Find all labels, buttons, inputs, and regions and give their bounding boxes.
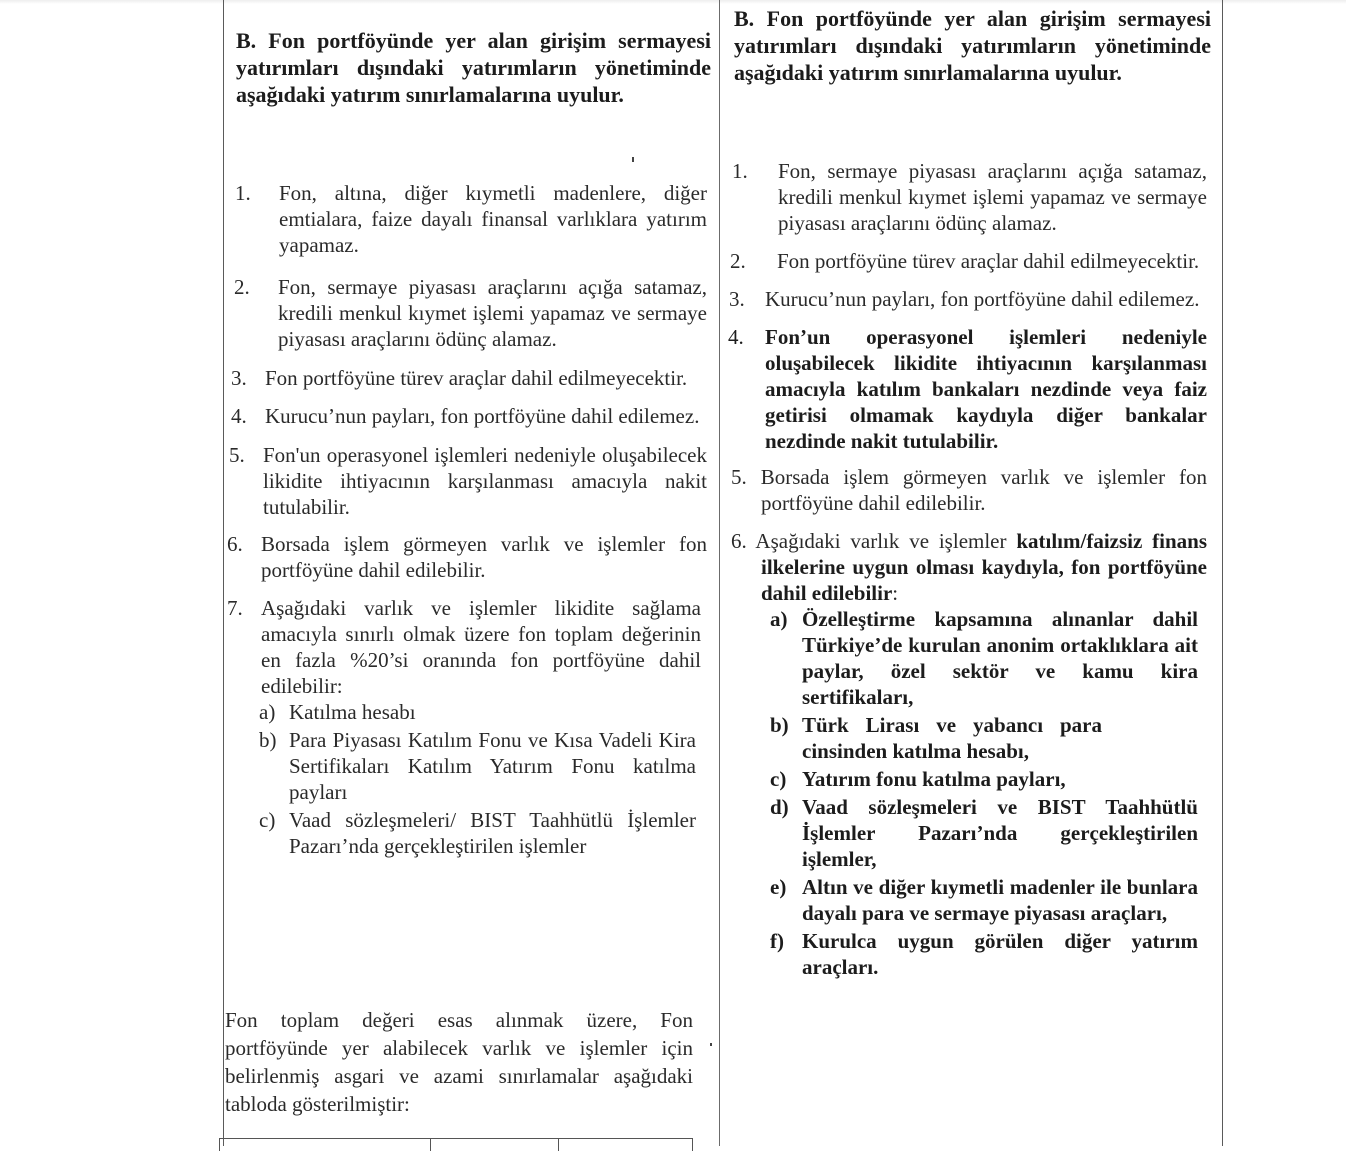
list-item xyxy=(231,365,707,391)
item-number: 4. xyxy=(231,404,247,428)
sub-item-text: Vaad sözleşmeleri ve BIST Taahhütlü İşlemler Pazarı’nda gerçekleştirilen işlemler, xyxy=(802,795,1198,871)
column-border-left xyxy=(223,0,224,1146)
sub-item-letter: a) xyxy=(770,607,788,631)
list-item xyxy=(725,464,1207,516)
column-border-middle xyxy=(719,0,720,1146)
item-number: 3. xyxy=(729,287,745,311)
sub-item-letter: b) xyxy=(259,728,277,752)
sub-item xyxy=(770,794,1198,872)
sub-item-text: Türk Lirası ve yabancı para cinsinden katılma hesabı, xyxy=(802,713,1102,763)
sub-item xyxy=(770,606,1198,710)
sub-item-text: Katılma hesabı xyxy=(289,700,416,724)
sub-item-letter: c) xyxy=(259,808,276,832)
item-number: 6. xyxy=(731,529,747,553)
item-text: Borsada işlem görmeyen varlık ve işlemler fon portföyüne dahil edilebilir. xyxy=(760,465,1207,515)
sub-item-letter: c) xyxy=(770,767,787,791)
sub-item-text: Özelleştirme kapsamına alınanlar dahil Türkiye’de kurulan anonim ortaklıklara ait paylar, özel sektör ve kamu kira sertifikaları, xyxy=(802,607,1198,709)
item-number: 2. xyxy=(234,275,250,299)
sub-item-text: Kurulca uygun görülen diğer yatırım araçları. xyxy=(802,929,1198,979)
table-column-divider xyxy=(430,1139,431,1151)
item-number: 4. xyxy=(728,325,744,349)
list-item xyxy=(725,528,1207,606)
sub-item xyxy=(259,699,696,725)
item-text: Fon’un operasyonel işlemleri nedeniyle oluşabilecek likidite ihtiyacının karşılanması amacıyla katılım bankaları nezdinde veya faiz getirisi olmamak kaydıyla diğer bankalar nezdinde nakit tutulabilir. xyxy=(765,325,1207,453)
list-item xyxy=(231,403,707,429)
scan-speck xyxy=(632,157,634,162)
item-text-tail: : xyxy=(892,581,899,605)
list-item xyxy=(729,286,1207,312)
section-heading: B. Fon portföyünde yer alan girişim sermayesi yatırımları dışındaki yatırımların yönetiminde aşağıdaki yatırım sınırlamalarına uyulur. xyxy=(734,6,1211,85)
item-number: 1. xyxy=(732,159,748,183)
item-text-emphasis: katılım/faizsiz finans ilkelerine uygun olması kaydıyla, fon portföyüne dahil edilebilir xyxy=(761,529,1207,605)
scan-speck xyxy=(710,1043,712,1046)
item-number: 1. xyxy=(235,181,251,205)
limits-table xyxy=(219,1138,693,1151)
item-text: Fon portföyüne türev araçlar dahil edilmeyecektir. xyxy=(265,366,688,390)
item-text: Aşağıdaki varlık ve işlemler xyxy=(755,529,1017,553)
restriction-list xyxy=(225,180,707,859)
sub-item-letter: e) xyxy=(770,875,787,899)
list-item xyxy=(227,531,707,583)
list-item xyxy=(732,158,1207,236)
sub-item-letter: f) xyxy=(770,929,784,953)
sub-item-letter: d) xyxy=(770,795,789,819)
sub-item xyxy=(770,928,1198,980)
sub-item-letter: b) xyxy=(770,713,789,737)
item-number: 3. xyxy=(231,366,247,390)
list-item xyxy=(730,248,1207,274)
item-number: 2. xyxy=(730,249,746,273)
sub-item xyxy=(259,807,696,859)
column-border-right xyxy=(1222,0,1223,1146)
item-number: 5. xyxy=(731,465,747,489)
list-item xyxy=(234,274,707,352)
page-top-shade xyxy=(0,0,1346,4)
item-number: 7. xyxy=(227,596,243,620)
sub-item-text: Altın ve diğer kıymetli madenler ile bunlara dayalı para ve sermaye piyasası araçları, xyxy=(802,875,1198,925)
sub-item xyxy=(770,766,1198,792)
sub-item-text: Para Piyasası Katılım Fonu ve Kısa Vadeli Kira Sertifikaları Katılım Yatırım Fonu katılma payları xyxy=(289,728,696,804)
sub-item-text: Yatırım fonu katılma payları, xyxy=(802,767,1066,791)
item-number: 5. xyxy=(229,443,245,467)
list-item xyxy=(229,442,707,520)
item-number: 6. xyxy=(227,532,243,556)
sub-item-letter: a) xyxy=(259,700,276,724)
sub-item xyxy=(770,874,1198,926)
item-text: Kurucu’nun payları, fon portföyüne dahil edilemez. xyxy=(265,404,700,428)
sub-item xyxy=(770,712,1102,764)
item-text: Fon'un operasyonel işlemleri nedeniyle oluşabilecek likidite ihtiyacının karşılanması amacıyla nakit tutulabilir. xyxy=(263,443,707,519)
item-text: Fon, sermaye piyasası araçlarını açığa satamaz, kredili menkul kıymet işlemi yapamaz ve sermaye piyasası araçlarını ödünç alamaz. xyxy=(778,159,1207,235)
item-text: Aşağıdaki varlık ve işlemler likidite sağlama amacıyla sınırlı olmak üzere fon toplam değerinin en fazla %20’si oranında fon portföyüne dahil edilebilir: xyxy=(261,596,701,698)
list-item xyxy=(227,595,701,699)
sub-list xyxy=(259,699,696,859)
item-text: Fon, altına, diğer kıymetli madenlere, diğer emtialara, faize dayalı finansal varlıklara yatırım yapamaz. xyxy=(279,181,707,257)
sub-item xyxy=(259,727,696,805)
item-text: Borsada işlem görmeyen varlık ve işlemler fon portföyüne dahil edilebilir. xyxy=(261,532,707,582)
list-item xyxy=(728,324,1207,454)
list-item xyxy=(235,180,707,258)
item-text: Kurucu’nun payları, fon portföyüne dahil edilemez. xyxy=(765,287,1200,311)
closing-paragraph: Fon toplam değeri esas alınmak üzere, Fon portföyünde yer alabilecek varlık ve işlemler için belirlenmiş asgari ve azami sınırlamalar aşağıdaki tabloda gösterilmiştir: xyxy=(225,1008,693,1116)
section-heading: B. Fon portföyünde yer alan girişim sermayesi yatırımları dışındaki yatırımların yönetiminde aşağıdaki yatırım sınırlamalarına uyulur. xyxy=(236,28,711,107)
table-column-divider xyxy=(558,1139,559,1151)
sub-item-text: Vaad sözleşmeleri/ BIST Taahhütlü İşlemler Pazarı’nda gerçekleştirilen işlemler xyxy=(289,808,696,858)
sub-list xyxy=(770,606,1198,980)
restriction-list xyxy=(722,158,1207,980)
item-text: Fon, sermaye piyasası araçlarını açığa satamaz, kredili menkul kıymet işlemi yapamaz ve sermaye piyasası araçlarını ödünç alamaz. xyxy=(278,275,707,351)
item-text: Fon portföyüne türev araçlar dahil edilmeyecektir. xyxy=(777,249,1200,273)
